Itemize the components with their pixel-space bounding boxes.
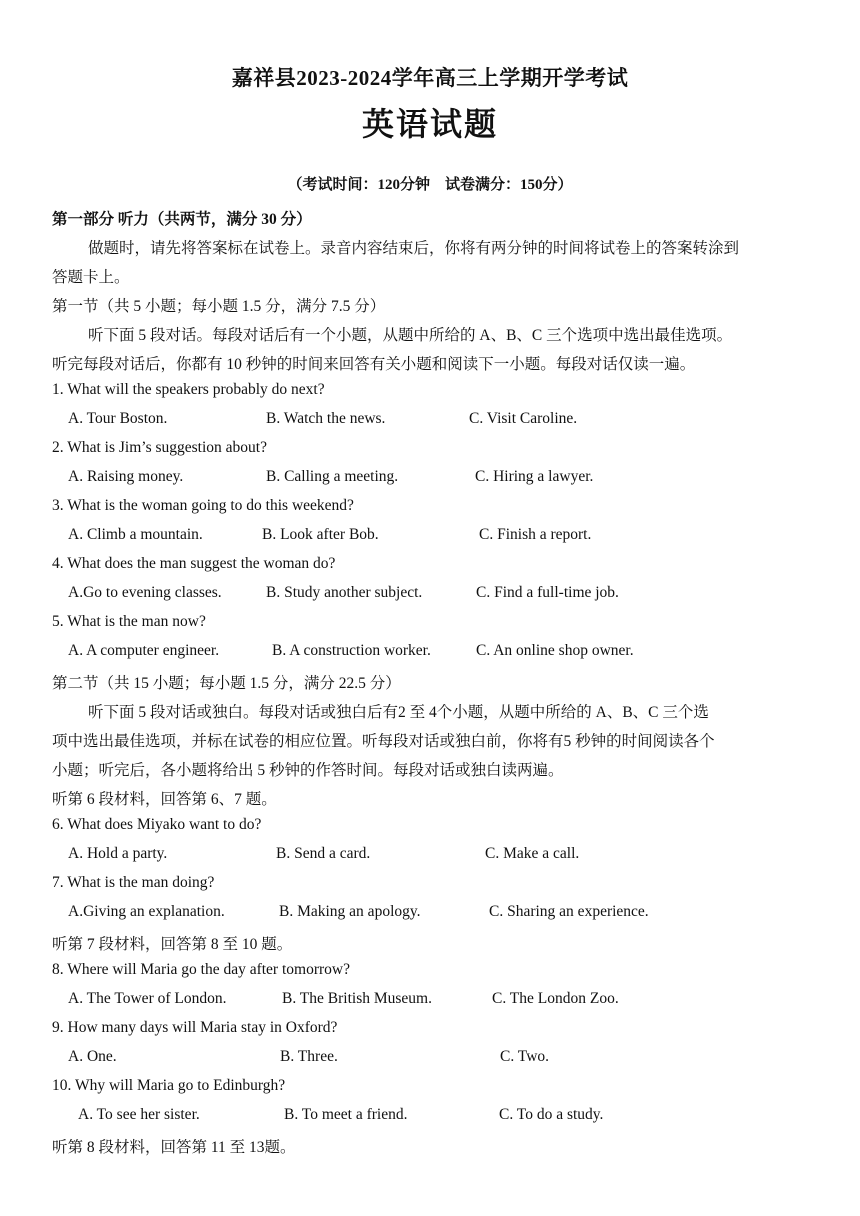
question-7-option-c: C. Sharing an experience. [489,903,649,920]
exam-title: 嘉祥县2023-2024学年高三上学期开学考试 [231,66,629,90]
question-10: 10. Why will Maria go to Edinburgh? [52,1077,286,1094]
question-6-option-b: B. Send a card. [276,845,371,862]
part1-heading: 第一部分 听力（共两节，满分 30 分） [52,211,312,228]
question-7-option-a: A.Giving an explanation. [68,903,225,920]
section2-instruction-line1: 听下面 5 段对话或独白。每段对话或独白后有2 至 4个小题，从题中所给的 A、B、C 三个选 [88,704,709,721]
question-6: 6. What does Miyako want to do? [52,816,262,833]
question-4-option-c: C. Find a full-time job. [476,584,619,601]
question-4-option-a: A.Go to evening classes. [68,584,222,601]
question-3-option-c: C. Finish a report. [479,526,592,543]
material-note-6: 听第 6 段材料，回答第 6、7 题。 [52,791,277,808]
question-4-option-b: B. Study another subject. [266,584,423,601]
question-10-option-c: C. To do a study. [499,1106,604,1123]
material-note-7: 听第 7 段材料，回答第 8 至 10 题。 [52,936,293,953]
question-8-option-a: A. The Tower of London. [68,990,227,1007]
question-10-option-b: B. To meet a friend. [284,1106,408,1123]
question-9-option-b: B. Three. [280,1048,338,1065]
question-5: 5. What is the man now? [52,613,206,630]
part1-instruction-line1: 做题时，请先将答案标在试卷上。录音内容结束后，你将有两分钟的时间将试卷上的答案转涂到 [88,240,740,257]
part1-instruction-line2: 答题卡上。 [52,269,130,286]
exam-subject: 英语试题 [361,106,498,142]
question-9-option-a: A. One. [68,1048,117,1065]
question-3-option-b: B. Look after Bob. [262,526,379,543]
section2-heading: 第二节（共 15 小题；每小题 1.5 分，满分 22.5 分） [52,675,401,692]
question-5-option-b: B. A construction worker. [272,642,431,659]
section2-instruction-line2: 项中选出最佳选项，并标在试卷的相应位置。听每段对话或独白前，你将有5 秒钟的时间阅读各个 [52,733,715,750]
question-6-option-a: A. Hold a party. [68,845,168,862]
question-3: 3. What is the woman going to do this weekend? [52,497,354,514]
question-6-option-c: C. Make a call. [485,845,580,862]
question-4: 4. What does the man suggest the woman do? [52,555,336,572]
question-2: 2. What is Jim’s suggestion about? [52,439,267,456]
section1-heading: 第一节（共 5 小题；每小题 1.5 分，满分 7.5 分） [52,298,386,315]
question-5-option-c: C. An online shop owner. [476,642,634,659]
question-5-option-a: A. A computer engineer. [68,642,220,659]
section2-instruction-line3: 小题；听完后，各小题将给出 5 秒钟的作答时间。每段对话或独白读两遍。 [52,762,564,779]
question-7: 7. What is the man doing? [52,874,215,891]
question-1-option-a: A. Tour Boston. [68,410,168,427]
section1-instruction-line1: 听下面 5 段对话。每段对话后有一个小题，从题中所给的 A、B、C 三个选项中选出最佳选项。 [88,327,733,344]
question-8-option-b: B. The British Museum. [282,990,432,1007]
question-9: 9. How many days will Maria stay in Oxford? [52,1019,338,1036]
question-1-option-c: C. Visit Caroline. [469,410,578,427]
section1-instruction-line2: 听完每段对话后，你都有 10 秒钟的时间来回答有关小题和阅读下一小题。每段对话仅读一遍。 [52,356,696,373]
question-3-option-a: A. Climb a mountain. [68,526,203,543]
question-2-option-c: C. Hiring a lawyer. [475,468,594,485]
question-8: 8. Where will Maria go the day after tomorrow? [52,961,350,978]
material-note-8: 听第 8 段材料，回答第 11 至 13题。 [52,1139,296,1156]
question-2-option-a: A. Raising money. [68,468,184,485]
question-7-option-b: B. Making an apology. [279,903,421,920]
exam-info: （考试时间：120分钟 试卷满分：150分） [287,177,573,193]
question-1: 1. What will the speakers probably do next? [52,381,325,398]
question-1-option-b: B. Watch the news. [266,410,386,427]
question-10-option-a: A. To see her sister. [78,1106,200,1123]
question-8-option-c: C. The London Zoo. [492,990,619,1007]
question-2-option-b: B. Calling a meeting. [266,468,399,485]
question-9-option-c: C. Two. [500,1048,550,1065]
